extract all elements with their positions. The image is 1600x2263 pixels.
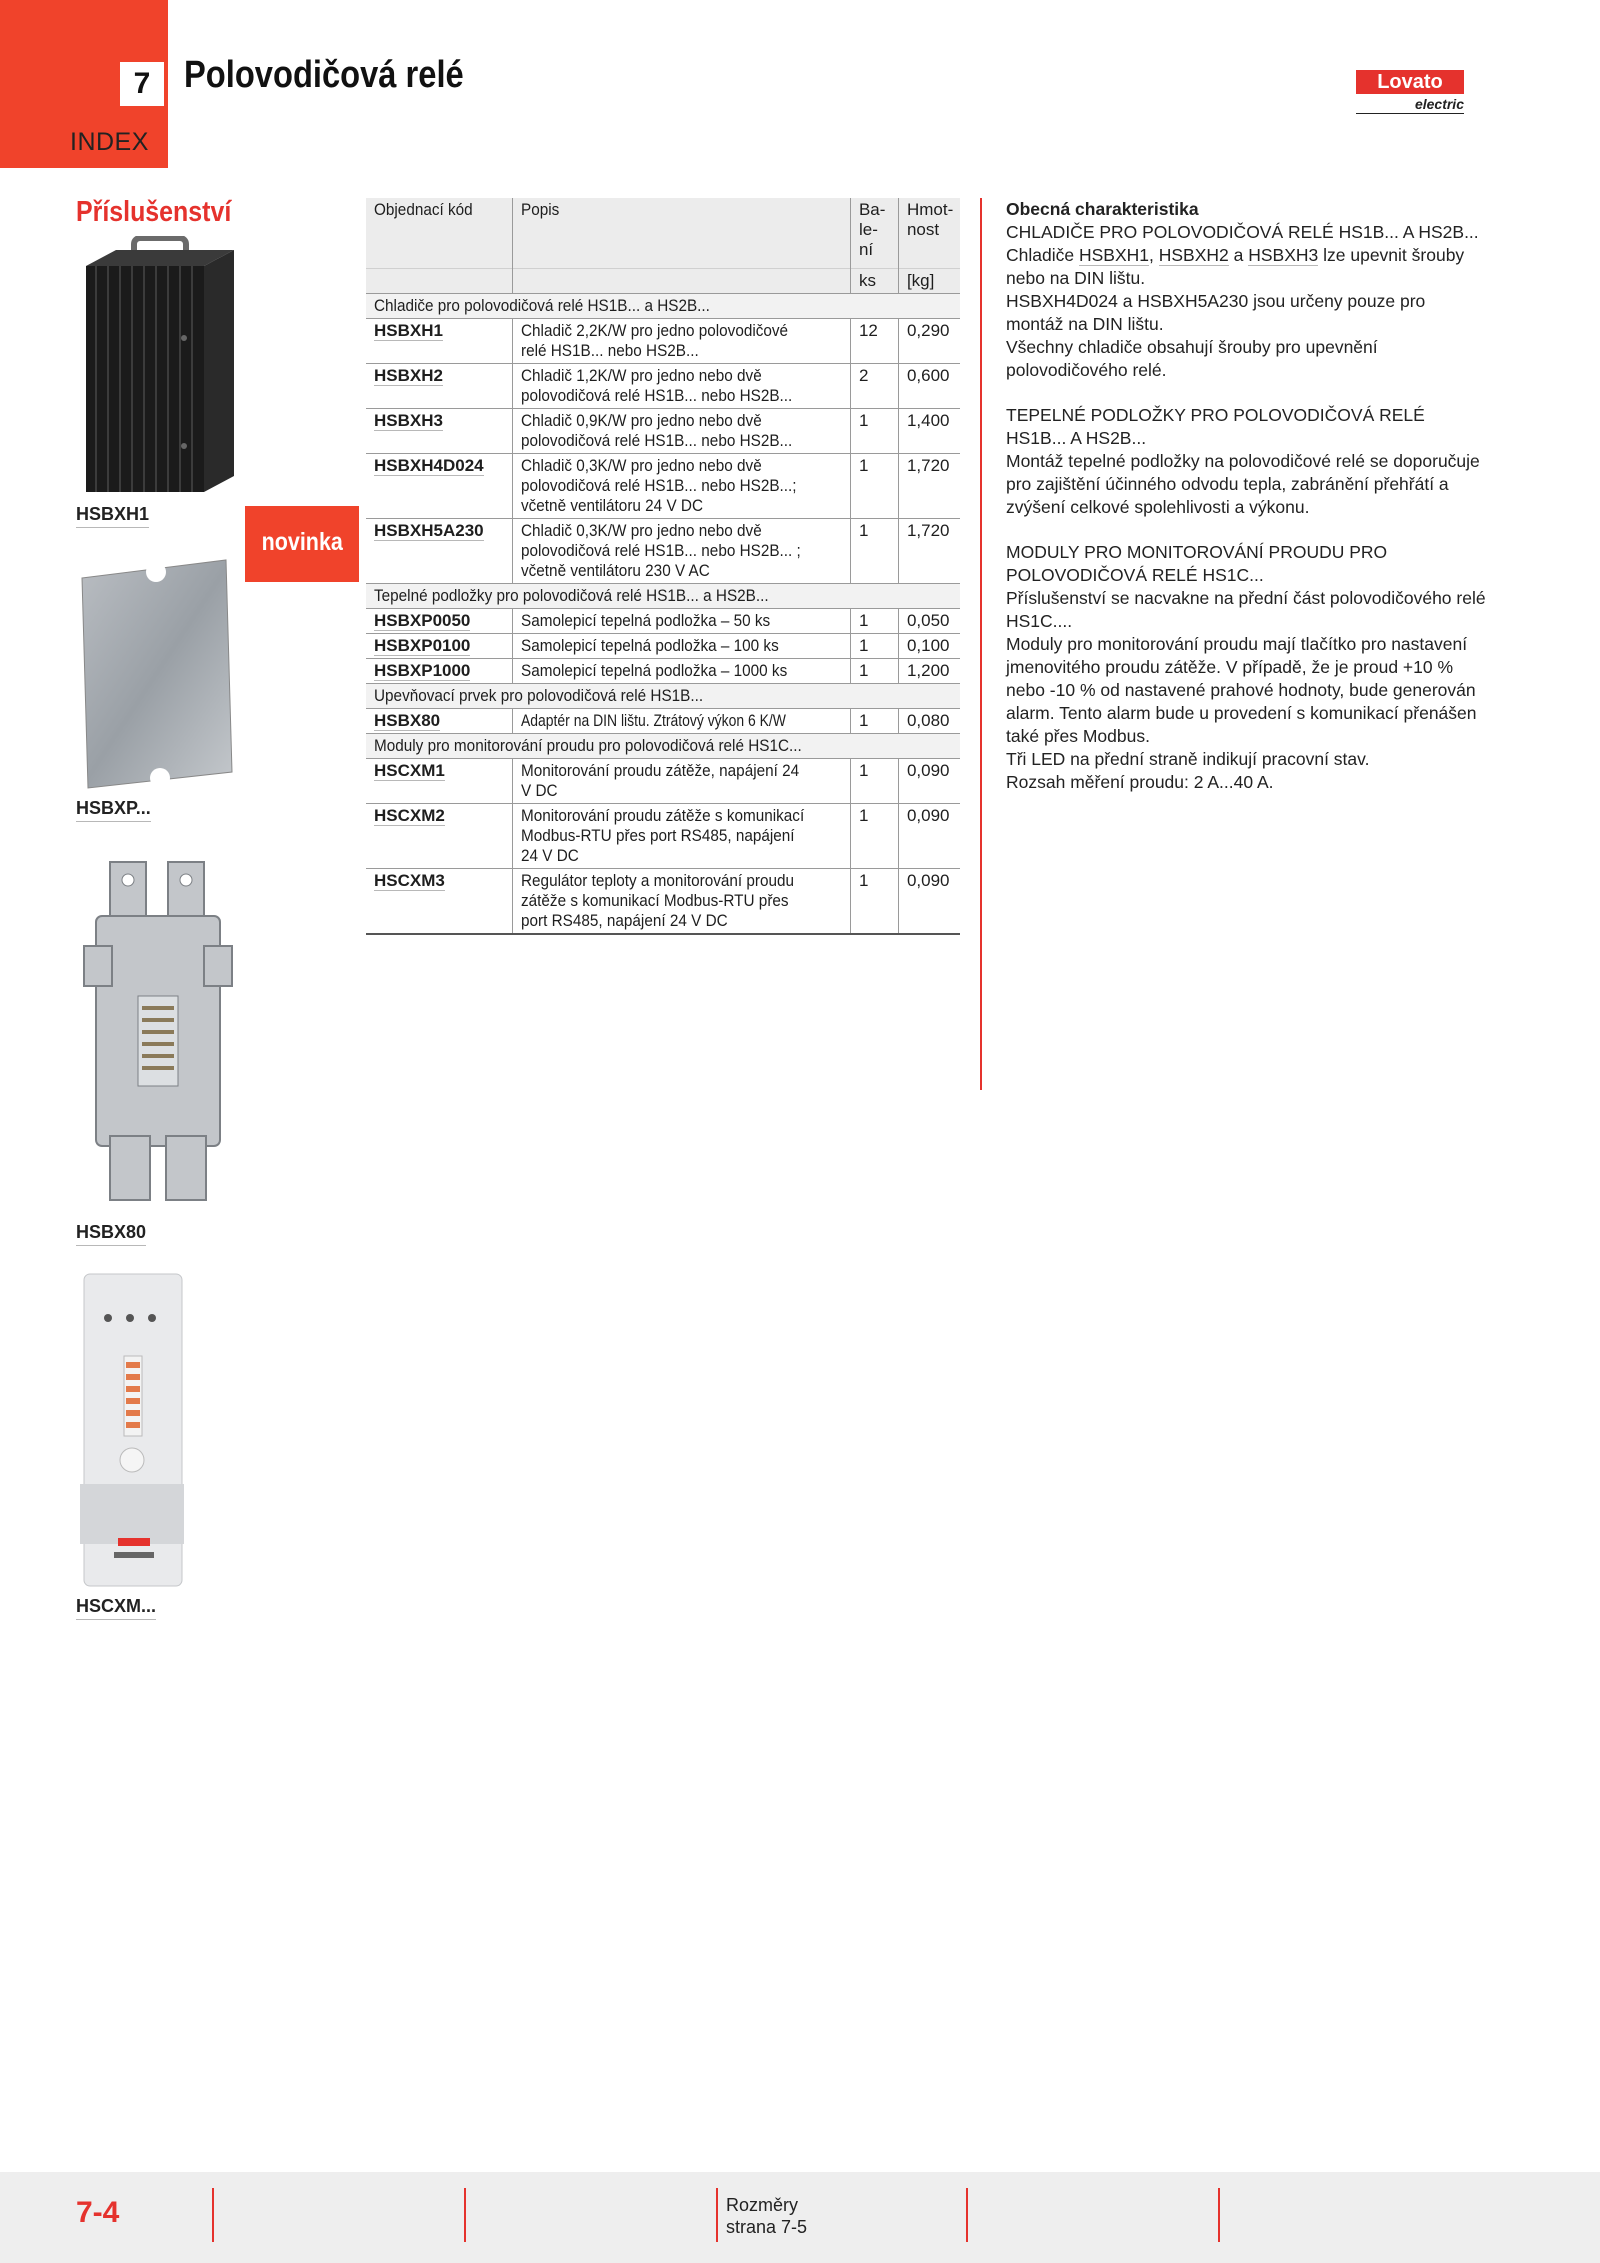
- table-row: HSBXH4D024 Chladič 0,3K/W pro jedno nebo dvě polovodičová relé HS1B... nebo HS2B...; včetně ventilátoru 24 V DC 1 1,720: [366, 454, 960, 519]
- header-code: Objednací kód: [366, 198, 512, 269]
- heatsink-image: [76, 236, 238, 498]
- table-row: HSBX80 Adaptér na DIN lištu. Ztrátový výkon 6 K/W 1 0,080: [366, 709, 960, 734]
- monitoring-text-2: Moduly pro monitorování proudu mají tlačítko pro nastavení jmenovitého proudu zátěže. V případě, že je proud +10 % nebo -10 % od nastavené prahové hodnoty, bude generován alarm. Tento alarm bude u provedení s komunikací přenášen také přes Modbus.: [1006, 634, 1477, 746]
- index-label[interactable]: INDEX: [70, 128, 149, 156]
- group-monitoring-modules: Moduly pro monitorování proudu pro polovodičová relé HS1C...: [366, 734, 960, 759]
- dimensions-link[interactable]: Rozměry strana 7-5: [726, 2195, 808, 2237]
- page-number: 7-4: [76, 2196, 120, 2229]
- heatsinks-text-2: HSBXH4D024 a HSBXH5A230 jsou určeny pouze pro montáž na DIN lištu.: [1006, 291, 1426, 334]
- table-row: HSBXH1 Chladič 2,2K/W pro jedno polovodičové relé HS1B... nebo HS2B... 12 0,290: [366, 319, 960, 364]
- thermal-pads-text: Montáž tepelné podložky na polovodičové relé se doporučuje pro zajištění účinného odvodu tepla, zabránění přehřátí a zvýšení celkové spolehlivosti a výkonu.: [1006, 451, 1480, 517]
- unit-pack: ks: [850, 269, 898, 294]
- footer-divider: [212, 2188, 214, 2242]
- product-caption-hscxm: HSCXM...: [76, 1596, 156, 1620]
- table-header-row: [366, 198, 960, 269]
- din-rail-adapter-image: [80, 856, 240, 1214]
- header-desc: Popis: [512, 198, 850, 269]
- current-monitor-module-image: [78, 1272, 188, 1590]
- table-row: HSCXM3 Regulátor teploty a monitorování proudu zátěže s komunikací Modbus-RTU přes port RS485, napájení 24 V DC 1 0,090: [366, 869, 960, 935]
- table-row: HSBXP0100 Samolepicí tepelná podložka – 100 ks 1 0,100: [366, 634, 960, 659]
- group-thermal-pads: Tepelné podložky pro polovodičová relé HS1B... a HS2B...: [366, 584, 960, 609]
- group-heatsinks: Chladiče pro polovodičová relé HS1B... a HS2B...: [366, 294, 960, 319]
- heatsinks-title: CHLADIČE PRO POLOVODIČOVÁ RELÉ HS1B... A HS2B...: [1006, 222, 1479, 242]
- header-weight: Hmot- nost: [898, 198, 960, 269]
- heatsinks-text-1: Chladiče HSBXH1, HSBXH2 a HSBXH3 lze upevnit šrouby nebo na DIN lištu.: [1006, 245, 1465, 288]
- product-caption-hsbx80: HSBX80: [76, 1222, 146, 1246]
- footer: [0, 2172, 1600, 2263]
- table-row: HSBXH5A230 Chladič 0,3K/W pro jedno nebo dvě polovodičová relé HS1B... nebo HS2B... ; včetně ventilátoru 230 V AC 1 1,720: [366, 519, 960, 584]
- footer-divider: [464, 2188, 466, 2242]
- monitoring-text-4: Rozsah měření proudu: 2 A...40 A.: [1006, 772, 1274, 792]
- table-units-row: [366, 269, 960, 294]
- footer-divider: [966, 2188, 968, 2242]
- product-caption-hsbxh1: HSBXH1: [76, 504, 149, 528]
- heatsinks-text-3: Všechny chladiče obsahují šrouby pro upevnění polovodičového relé.: [1006, 337, 1378, 380]
- group-mounting: Upevňovací prvek pro polovodičová relé HS1B...: [366, 684, 960, 709]
- lovato-logo: [1356, 70, 1464, 114]
- table-row: HSBXP0050 Samolepicí tepelná podložka – 50 ks 1 0,050: [366, 609, 960, 634]
- table-row: HSBXH3 Chladič 0,9K/W pro jedno nebo dvě polovodičová relé HS1B... nebo HS2B... 1 1,400: [366, 409, 960, 454]
- page-title: Polovodičová relé: [184, 54, 464, 96]
- product-caption-hsbxp: HSBXP...: [76, 798, 151, 822]
- column-divider: [980, 198, 982, 1090]
- index-button[interactable]: [0, 0, 168, 168]
- table-row: HSCXM1 Monitorování proudu zátěže, napájení 24 V DC 1 0,090: [366, 759, 960, 804]
- thermal-pads-title: TEPELNÉ PODLOŽKY PRO POLOVODIČOVÁ RELÉ HS1B... A HS2B...: [1006, 405, 1425, 448]
- unit-weight: [kg]: [898, 269, 960, 294]
- new-badge: novinka: [245, 506, 359, 582]
- table-row: HSBXH2 Chladič 1,2K/W pro jedno nebo dvě polovodičová relé HS1B... nebo HS2B... 2 0,600: [366, 364, 960, 409]
- footer-divider: [1218, 2188, 1220, 2242]
- monitoring-text-3: Tři LED na přední straně indikují pracovní stav.: [1006, 749, 1370, 769]
- chapter-number: 7: [120, 62, 164, 106]
- table-row: HSBXP1000 Samolepicí tepelná podložka – 1000 ks 1 1,200: [366, 659, 960, 684]
- thermal-pad-image: [76, 558, 236, 790]
- logo-sub: electric: [1414, 96, 1464, 112]
- monitoring-text-1: Příslušenství se nacvakne na přední část polovodičového relé HS1C....: [1006, 588, 1486, 631]
- header-pack: Ba- le- ní: [850, 198, 898, 269]
- monitoring-title: MODULY PRO MONITOROVÁNÍ PROUDU PRO POLOVODIČOVÁ RELÉ HS1C...: [1006, 542, 1388, 585]
- general-characteristics: [1006, 198, 1486, 794]
- logo-brand: Lovato: [1377, 71, 1443, 93]
- order-table: [366, 198, 960, 935]
- footer-divider: [716, 2188, 718, 2242]
- table-row: HSCXM2 Monitorování proudu zátěže s komunikací Modbus-RTU přes port RS485, napájení 24 V DC 1 0,090: [366, 804, 960, 869]
- characteristics-heading: Obecná charakteristika: [1006, 199, 1199, 219]
- section-title: Příslušenství: [76, 196, 232, 228]
